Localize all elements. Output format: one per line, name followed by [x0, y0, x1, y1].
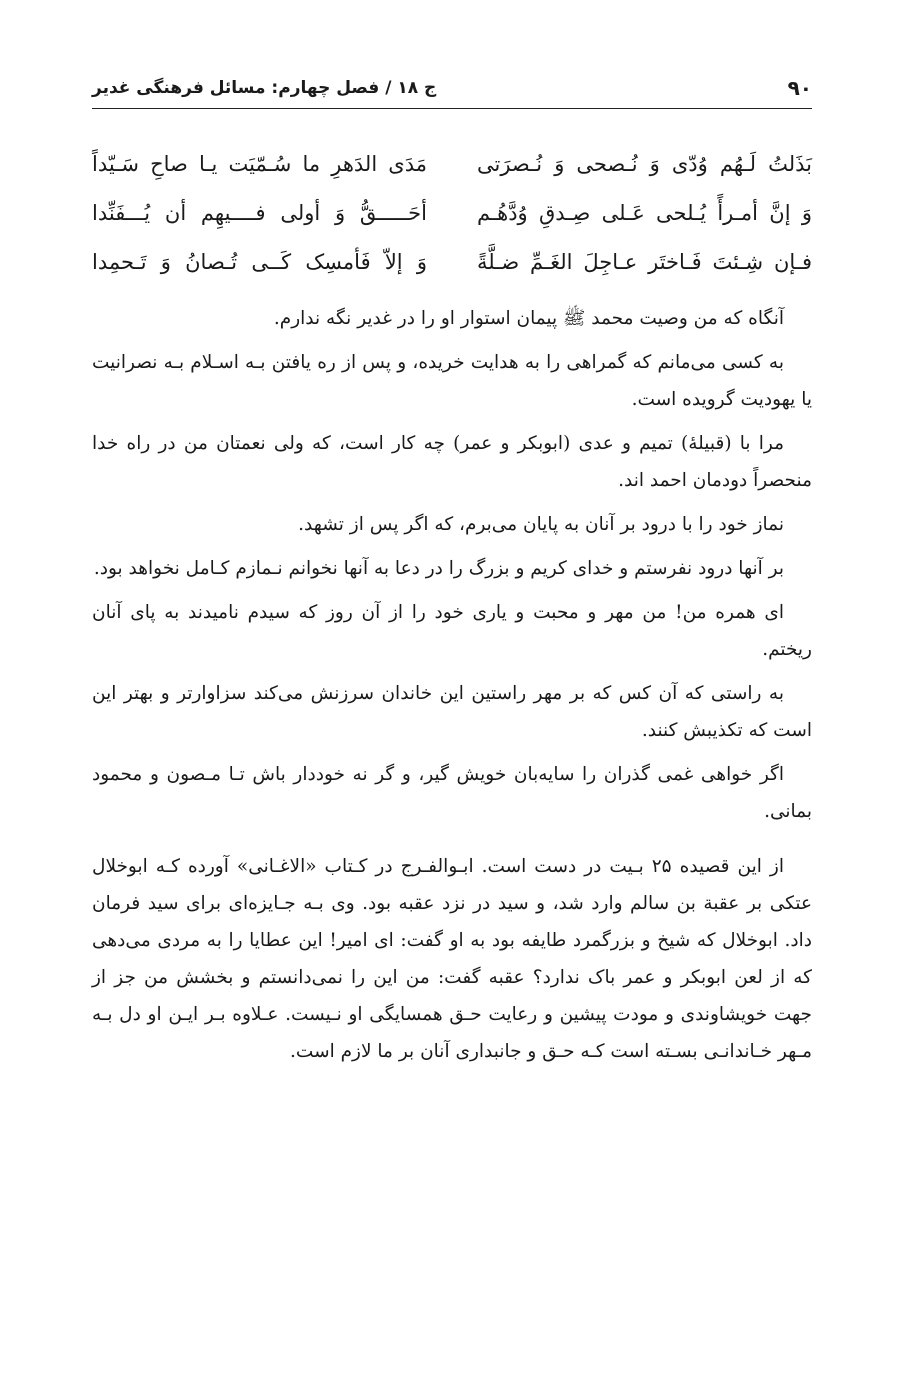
commentary-paragraph: از این قصیده ۲۵ بـیت در دست است. ابـوالفـرج در کـتاب «الاغـانی» آورده کـه ابوخلال عتکی بر عقبة بن سالم وارد شد، و سید در نزد عقبه بود. وی بـه جـایزه‌ای برای سید فرمان داد. ابوخلال که شیخ و بزرگمرد طایفه بود به او گفت: ای امیر! این عطایا را به مردی می‌دهی که از لعن ابوبکر و عمر باک ندارد؟ عقبه گفت: من این را نمی‌دانستم و بخشش من جز از جهت خویشاوندی و مودت پیشین و رعایت حـق همسایگی او نـیست. عـلاوه بـر ایـن او دل بـه مـهر خـاندانـی بسـته است کـه حـق و جانبداری آنان بر ما لازم است. — [92, 856, 812, 1062]
verse-first-hemistich: بَذَلتُ لَـهُم وُدّی وَ نُـصحی وَ نُـصرَتی — [477, 151, 812, 176]
book-page — [92, 64, 812, 1077]
paragraph: بر آنها درود نفرستم و خدای کریم و بزرگ را در دعا به آنها نخوانم نـمازم کـامل نخواهد بود. — [93, 558, 784, 579]
paragraph: مرا با (قبیلۀ) تمیم و عدی (ابوبکر و عمر) چه کار است، که ولی نعمتان من در راه خدا منحصراً دودمان احمد اند. — [92, 433, 812, 491]
verse-row — [92, 188, 812, 237]
verse-row — [92, 237, 812, 286]
verse-first-hemistich: وَ إنَّ أمـرأً یُـلحی عَـلی صِـدقِ وُدَّهُـم — [477, 200, 812, 225]
paragraph: نماز خود را با درود بر آنان به پایان می‌برم، که اگر پس از تشهد. — [298, 514, 784, 535]
verse-row — [92, 139, 812, 188]
translation-text — [92, 300, 812, 1070]
paragraph: به راستی که آن کس که بر مهر راستین این خاندان سرزنش می‌کند سزاوارتر و بهتر این است که تکذیبش کنند. — [92, 683, 812, 741]
poem — [92, 139, 812, 286]
page-number: ۹۰ — [787, 76, 812, 100]
running-header — [92, 64, 812, 109]
verse-second-hemistich: وَ إلاّ فَأمسِک کَــی تُـصانُ وَ تَـحمِدا — [92, 249, 427, 274]
paragraph: به کسی می‌مانم که گمراهی را به هدایت خریده، و پس از ره یافتن بـه اسـلام بـه نصرانیت یا یهودیت گرویده است. — [92, 352, 812, 410]
paragraph: اگر خواهی غمی گذران را سایه‌بان خویش گیر، و گر نه خوددار باش تـا مـصون و محمود بمانی. — [92, 764, 812, 822]
verse-second-hemistich: مَدَی الدَهرِ ما سُـمّیَت یـا صاحِ سَـیّداً — [92, 151, 427, 176]
verse-second-hemistich: أحَـــــقُّ وَ أولی فــــیهِم أن یُـــفَنِّدا — [92, 200, 427, 225]
chapter-title: ج ۱۸ / فصل چهارم: مسائل فرهنگی غدیر — [92, 78, 437, 98]
verse-first-hemistich: فـإن شِـئتَ فَـاختَر عـاجِلَ الغَـمِّ ضـلَّةً — [477, 249, 812, 274]
paragraph: آنگاه که من وصیت محمد ﷺ پیمان استوار او را در غدیر نگه ندارم. — [273, 308, 784, 329]
paragraph: ای همره من! من مهر و محبت و یاری خود را از آن روز که سیدم نامیدند به پای آنان ریختم. — [92, 602, 812, 660]
